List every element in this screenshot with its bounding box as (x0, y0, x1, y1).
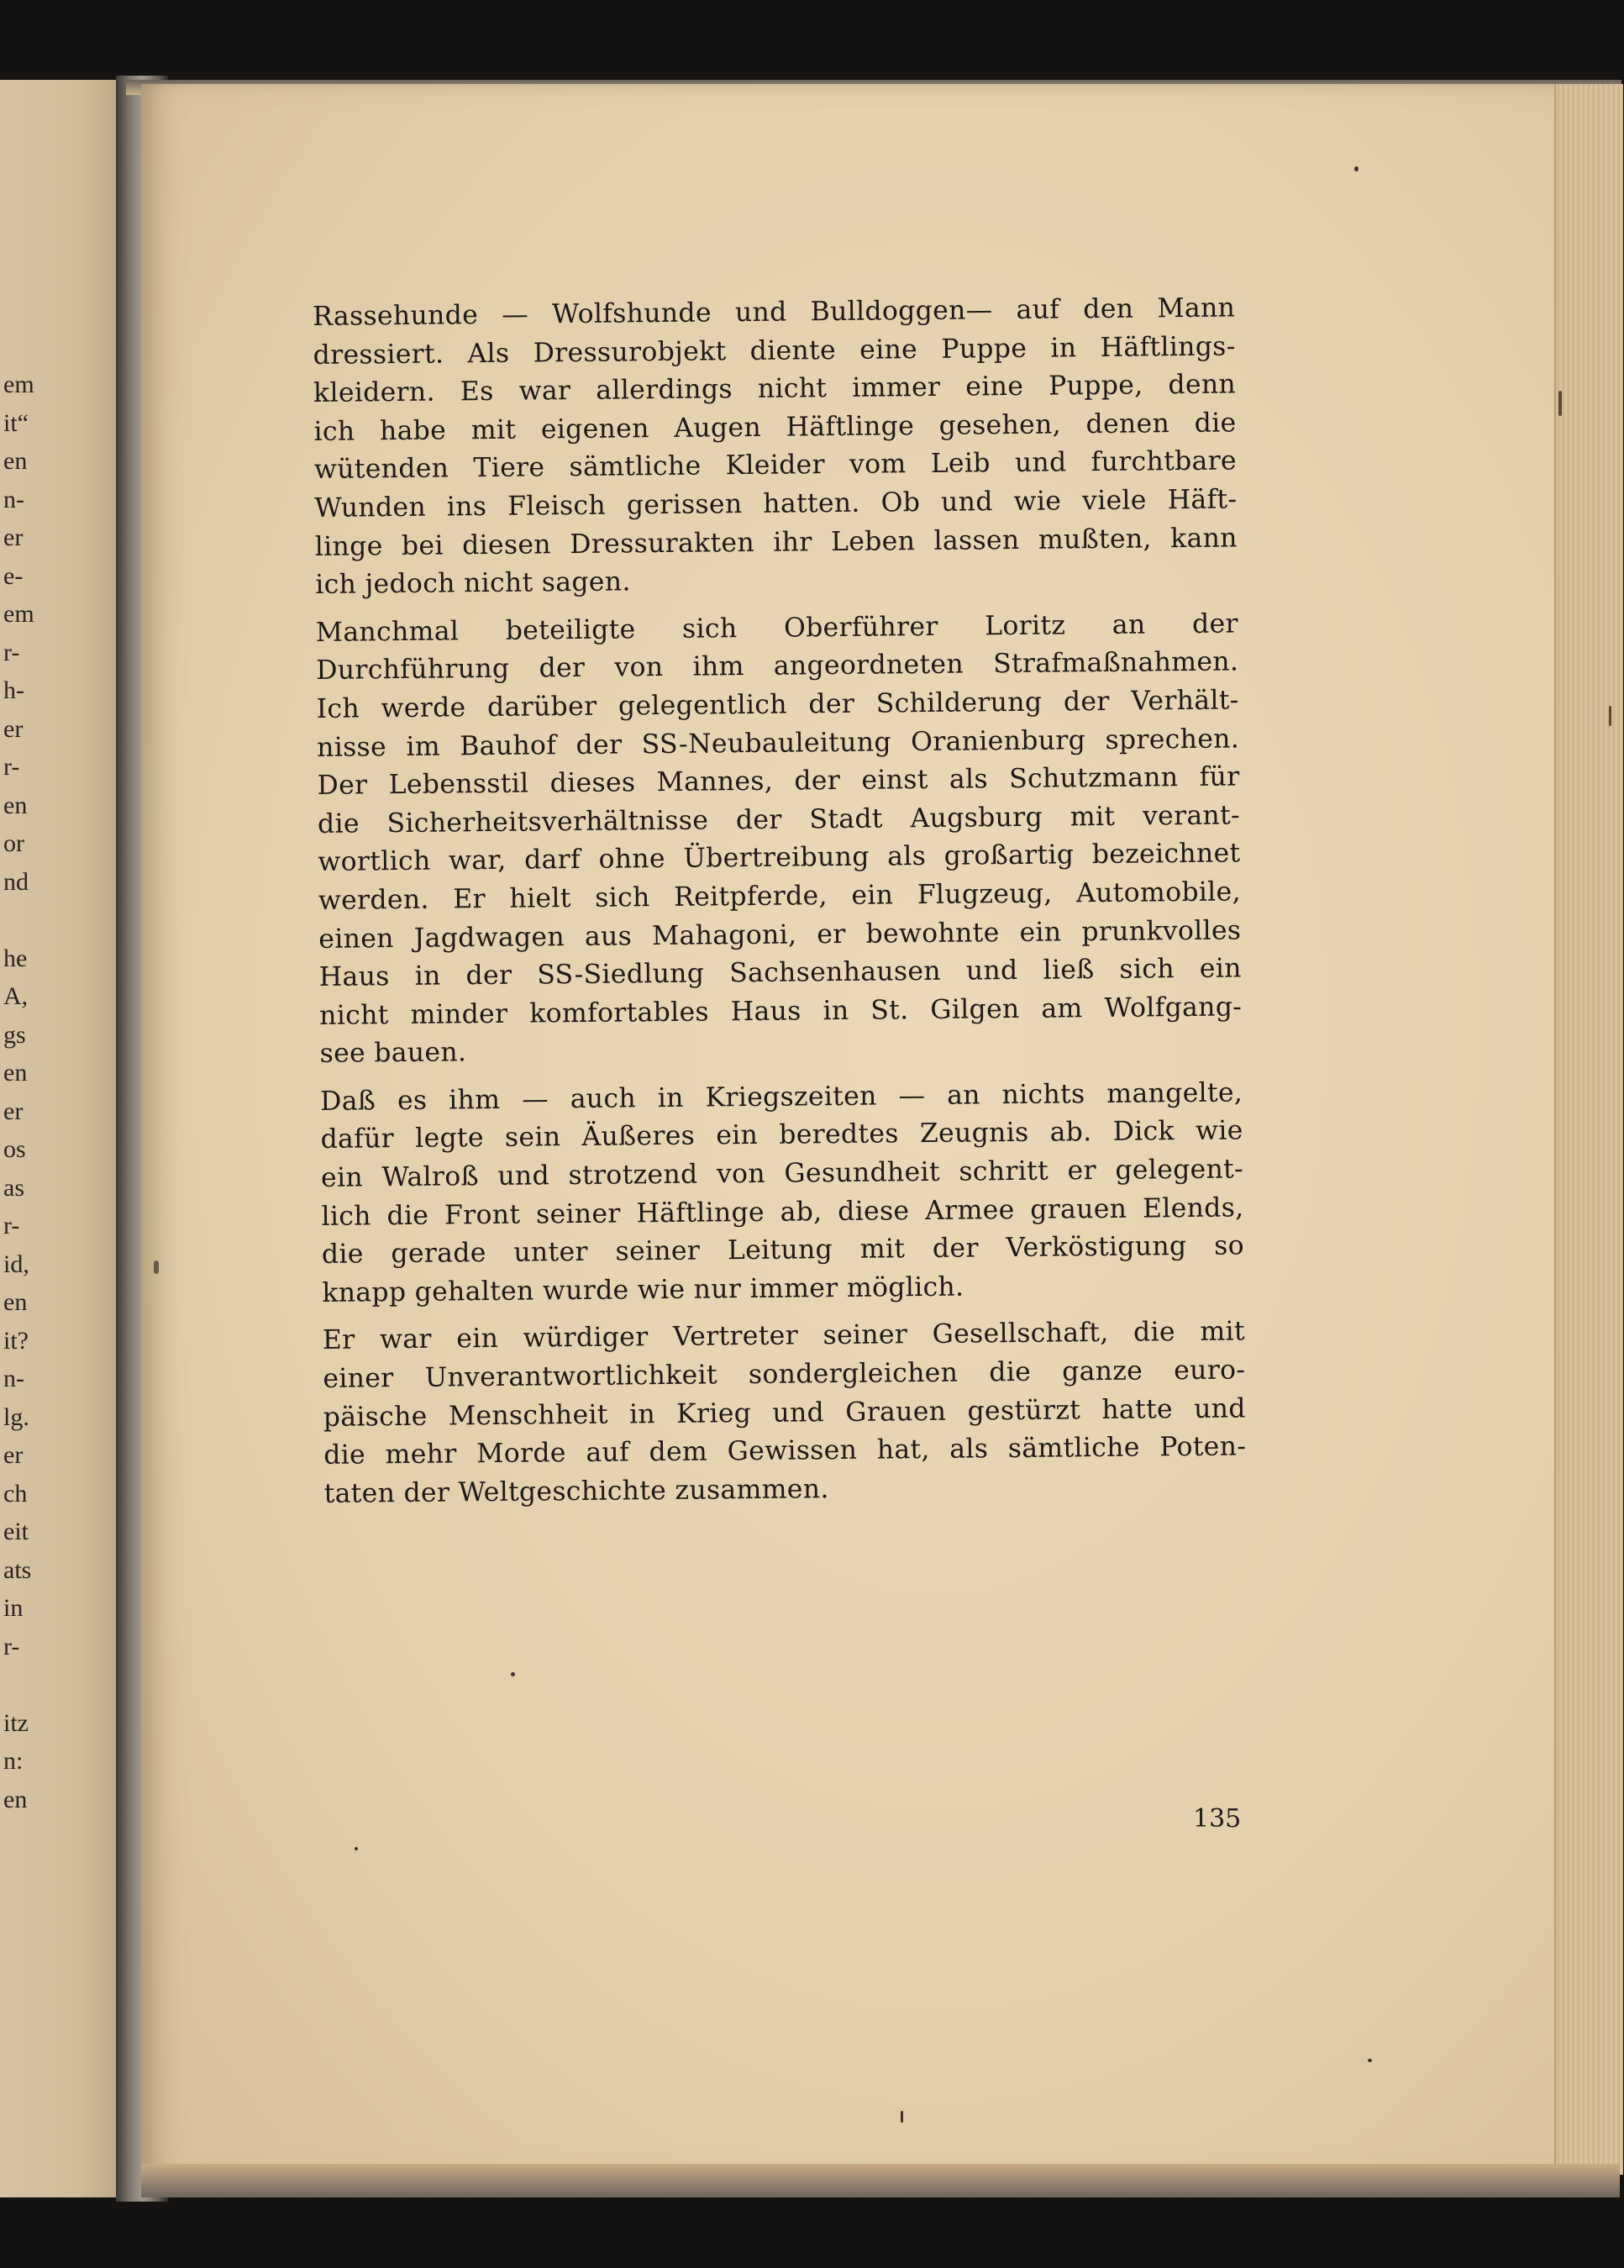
text-line: Ich werde darüber gelegentlich der Schilderung der Verhält- (316, 685, 1239, 724)
previous-page-fragment: en (3, 1288, 28, 1316)
previous-page-fragment (3, 1665, 54, 1704)
text-line: die gerade unter seiner Leitung mit der Verköstigung so (321, 1230, 1245, 1271)
previous-page-sliver (0, 80, 126, 2197)
previous-page-fragment: em (3, 371, 34, 398)
text-line: Durchführung der von ihm angeordneten Strafmaßnahmen. (316, 646, 1239, 687)
text-line: ich jedoch nicht sagen. (315, 566, 631, 601)
text-line: kleidern. Es war allerdings nicht immer eine Puppe, denn (313, 369, 1237, 409)
paragraph (323, 1313, 1247, 1513)
previous-page-fragment: as (3, 1173, 24, 1202)
previous-page-fragment (3, 901, 54, 939)
previous-page-fragment: he (3, 944, 28, 972)
previous-page-fragment: or (3, 829, 24, 857)
text-line: Er war ein würdiger Vertreter seiner Gesellschaft, die mit (322, 1316, 1246, 1356)
previous-page-fragment: gs (3, 1020, 26, 1049)
paragraph (320, 1074, 1245, 1313)
paragraph (316, 605, 1243, 1074)
previous-page-fragment: A, (3, 982, 29, 1010)
previous-page-fragment: n: (3, 1747, 24, 1775)
previous-page-fragment: er (3, 524, 24, 551)
text-line: lich die Front seiner Häftlinge ab, diese Armee grauen Elends, (321, 1192, 1244, 1232)
previous-page-fragment: eit (3, 1518, 29, 1545)
text-line: Haus in der SS-Siedlung Sachsenhausen und ließ sich ein (318, 953, 1242, 993)
text-line: taten der Weltgeschichte zusammen. (323, 1473, 829, 1509)
text-line: linge bei diesen Dressurakten ihr Leben lassen mußten, kann (314, 523, 1238, 562)
paragraph (313, 289, 1238, 604)
previous-page-fragment: em (3, 600, 34, 628)
previous-page-fragment: id, (3, 1250, 29, 1278)
text-line: einer Unverantwortlichkeit sondergleichen die ganze euro- (323, 1355, 1246, 1394)
previous-page-fragment: it“ (3, 408, 29, 437)
previous-page-fragment: en (3, 791, 28, 819)
previous-page-fragment: os (3, 1135, 26, 1163)
paper-speck (1368, 2059, 1372, 2062)
text-line: Wunden ins Fleisch gerissen hatten. Ob und wie viele Häft- (314, 484, 1238, 524)
text-line: dressiert. Als Dressurobjekt diente eine Puppe in Häftlings- (313, 331, 1236, 371)
text-line: see bauen. (319, 1037, 467, 1070)
previous-page-fragment: r- (3, 1212, 20, 1239)
text-line: Daß es ihm — auch in Kriegszeiten — an nichts mangelte, (320, 1077, 1243, 1117)
previous-page-fragment: ch (3, 1479, 28, 1508)
text-line: die mehr Morde auf dem Gewissen hat, als sämtliche Poten- (323, 1431, 1247, 1471)
page-number: 135 (1193, 1804, 1242, 1834)
text-line: knapp gehalten wurde wie nur immer möglich. (322, 1271, 964, 1308)
previous-page-fragment: r- (3, 638, 20, 666)
text-line: Rassehunde — Wolfshunde und Bulldoggen— auf den Mann (313, 292, 1236, 332)
text-line: dafür legte sein Äußeres ein beredtes Zeugnis ab. Dick wie (320, 1115, 1243, 1155)
previous-page-fragment: nd (3, 867, 29, 896)
previous-page-fragment: er (3, 714, 24, 743)
previous-page-fragment: itz (3, 1708, 29, 1737)
paper-speck (355, 1847, 358, 1850)
previous-page-fragment: n- (3, 1365, 24, 1392)
text-line: werden. Er hielt sich Reitpferde, ein Flugzeug, Automobile, (318, 876, 1242, 916)
text-line: wortlich war, darf ohne Übertreibung als großartig bezeichnet (318, 838, 1241, 878)
text-line: die Sicherheitsverhältnisse der Stadt Augsburg mit verant- (317, 800, 1241, 839)
previous-page-fragment: er (3, 1441, 24, 1469)
text-line: Manchmal beteiligte sich Oberführer Loritz an der (315, 608, 1238, 648)
previous-page-fragment: r- (3, 1632, 20, 1660)
text-line: nisse im Bauhof der SS-Neubauleitung Oranienburg sprechen. (316, 723, 1240, 763)
text-line: ein Walroß und strotzend von Gesundheit schritt er gelegent- (320, 1154, 1244, 1194)
previous-page-fragment: in (3, 1594, 24, 1622)
paper-speck (1354, 166, 1359, 171)
page-stack-edges (1554, 84, 1623, 2175)
previous-page-fragment: er (3, 1097, 24, 1125)
previous-page-fragment: n- (3, 485, 24, 513)
page-bottom-edge (141, 2164, 1620, 2197)
previous-page-fragment: lg. (3, 1402, 29, 1431)
previous-page-fragment: h- (3, 676, 24, 704)
text-line: einen Jagdwagen aus Mahagoni, er bewohnte ein prunkvolles (318, 914, 1242, 955)
previous-page-fragment: r- (3, 753, 20, 781)
text-line: ich habe mit eigenen Augen Häftlinge gesehen, denen die (313, 408, 1237, 447)
paper-speck (154, 1260, 159, 1274)
previous-page-fragment: ats (3, 1555, 32, 1584)
previous-page-fragment: en (3, 1059, 28, 1087)
previous-page-fragment: e- (3, 561, 24, 590)
paper-speck (511, 1672, 515, 1676)
page-body-text (313, 289, 1247, 1523)
paper-speck (1609, 706, 1611, 726)
paper-speck (901, 2111, 903, 2123)
paper-speck (1558, 391, 1562, 416)
text-line: wütenden Tiere sämtliche Kleider vom Leib und furchtbare (313, 445, 1238, 486)
previous-page-fragment: en (3, 447, 28, 475)
text-line: Der Lebensstil dieses Mannes, der einst als Schutzmann für (317, 761, 1240, 802)
text-line: päische Menschheit in Krieg und Grauen gestürzt hatte und (323, 1393, 1246, 1433)
previous-page-text-fragments (3, 366, 54, 1818)
previous-page-fragment: it? (3, 1326, 29, 1355)
text-line: nicht minder komfortables Haus in St. Gilgen am Wolfgang- (319, 992, 1243, 1031)
previous-page-fragment: en (3, 1785, 28, 1813)
